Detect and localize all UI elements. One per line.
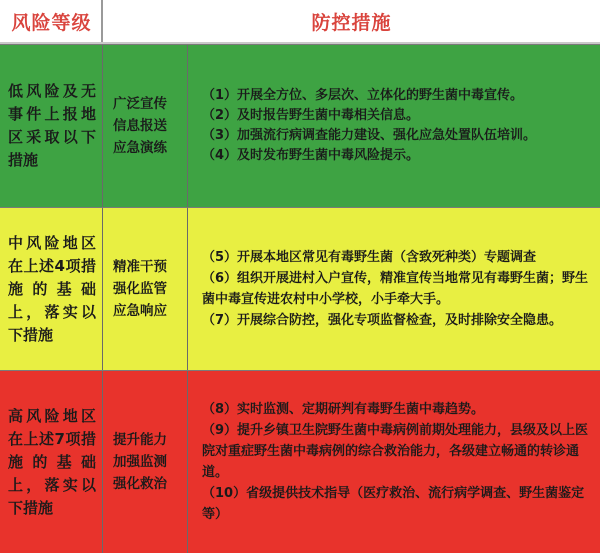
risk-level-text: 低风险及无事件上报地区采取以下措施: [8, 82, 96, 169]
measure-item: （8）实时监测、定期研判有毒野生菌中毒趋势。: [202, 402, 485, 417]
summary-line: 应急响应: [113, 303, 167, 319]
header-measures: 防控措施: [311, 11, 392, 34]
measure-item: （2）及时报告野生菌中毒相关信息。: [202, 108, 420, 123]
measures-cell: [188, 371, 600, 553]
summary-text: [113, 256, 167, 322]
measures-list: [202, 247, 594, 331]
measure-item: （4）及时发布野生菌中毒风险提示。: [202, 148, 420, 163]
measure-item: （10）省级提供技术指导（医疗救治、流行病学调查、野生菌鉴定等）: [202, 486, 585, 522]
risk-level-cell: [0, 371, 103, 553]
table-header: [0, 0, 600, 44]
summary-line: 广泛宣传: [113, 96, 167, 112]
measures-list: [202, 86, 536, 166]
summary-text: [113, 93, 167, 159]
measure-item: （6）组织开展进村入户宣传，精准宣传当地常见有毒野生菌；野生菌中毒宣传进农村中小学校，小手牵大手。: [202, 271, 589, 307]
summary-line: 加强监测: [113, 454, 167, 470]
summary-line: 应急演练: [113, 140, 167, 156]
risk-level-text: 高风险地区在上述7项措施的基础上，落实以下措施: [8, 406, 96, 517]
summary-line: 强化救治: [113, 476, 167, 492]
header-risk-level: 风险等级: [11, 11, 92, 34]
header-risk-level-cell: [0, 0, 103, 42]
measure-item: （3）加强流行病调查能力建设、强化应急处置队伍培训。: [202, 128, 537, 143]
summary-cell: [103, 371, 188, 553]
summary-cell: [103, 45, 188, 207]
summary-line: 信息报送: [113, 118, 167, 134]
measures-list: [202, 399, 594, 525]
measure-item: （1）开展全方位、多层次、立体化的野生菌中毒宣传。: [202, 88, 524, 103]
summary-text: [113, 429, 167, 495]
risk-level-text: 中风险地区在上述4项措施的基础上，落实以下措施: [8, 233, 96, 344]
header-measures-cell: [103, 0, 600, 42]
measures-cell: [188, 45, 600, 207]
measure-item: （7）开展综合防控，强化专项监督检查，及时排除安全隐患。: [202, 313, 563, 328]
measure-item: （9）提升乡镇卫生院野生菌中毒病例前期处理能力，县级及以上医院对重症野生菌中毒病例的综合救治能力，各级建立畅通的转诊通道。: [202, 423, 589, 480]
measure-item: （5）开展本地区常见有毒野生菌（含致死种类）专题调查: [202, 250, 537, 265]
risk-level-cell: [0, 45, 103, 207]
summary-line: 强化监管: [113, 281, 167, 297]
table-row-medium-risk: [0, 207, 600, 370]
summary-line: 提升能力: [113, 432, 167, 448]
summary-cell: [103, 208, 188, 370]
summary-line: 精准干预: [113, 259, 167, 275]
measures-cell: [188, 208, 600, 370]
table-row-low-risk: [0, 44, 600, 207]
table-row-high-risk: [0, 370, 600, 553]
risk-level-cell: [0, 208, 103, 370]
